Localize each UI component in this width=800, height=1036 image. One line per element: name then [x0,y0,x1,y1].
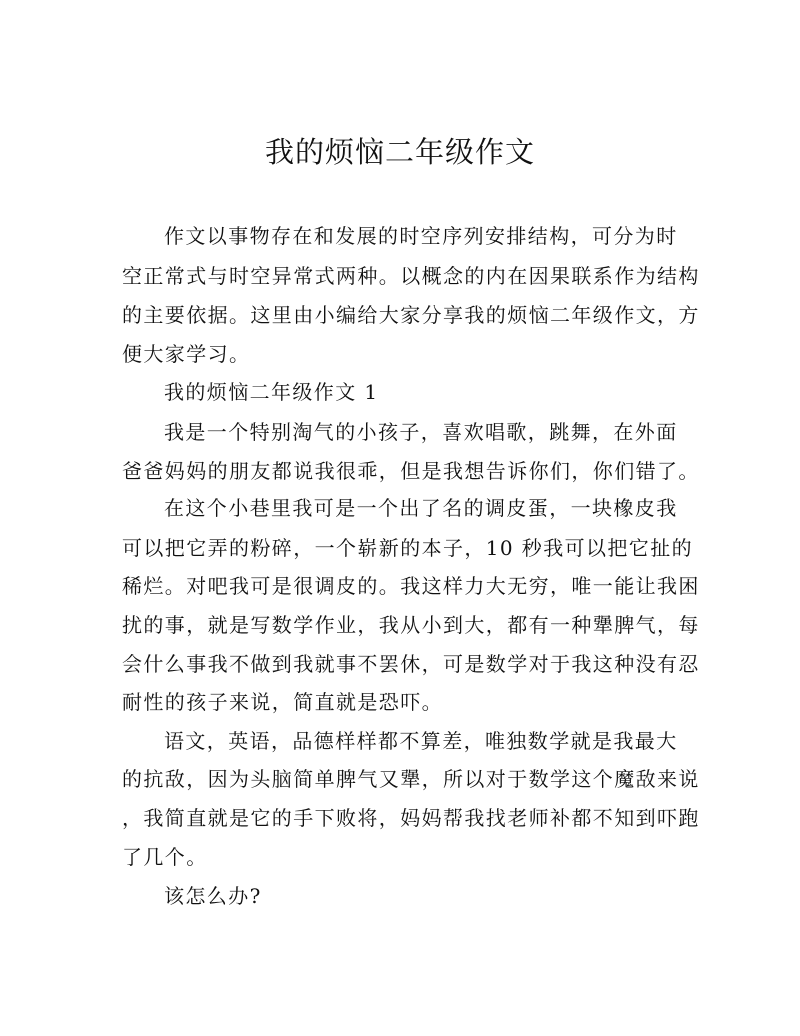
paragraph-line: 的抗敌，因为头脑简单脾气又犟，所以对于数学这个魔敌来说 [122,767,700,791]
paragraph-line: ，我简直就是它的手下败将，妈妈帮我找老师补都不知到吓跑 [122,806,700,830]
paragraph-line: 该怎么办? [164,884,262,908]
paragraph-line: 扰的事，就是写数学作业，我从小到大，都有一种犟脾气，每 [122,613,700,637]
page-title: 我的烦恼二年级作文 [264,135,535,169]
paragraph-line: 的主要依据。这里由小编给大家分享我的烦恼二年级作文，方 [122,303,700,327]
paragraph-line: 在这个小巷里我可是一个出了名的调皮蛋，一块橡皮我 [164,496,678,520]
paragraph-line: 耐性的孩子来说，简直就是恐吓。 [122,690,443,714]
paragraph-line: 我是一个特别淘气的小孩子，喜欢唱歌，跳舞，在外面 [164,420,678,444]
paragraph-line: 稀烂。对吧我可是很调皮的。我这样力大无穷，唯一能让我困 [122,574,700,598]
paragraph-line: 语文，英语，品德样样都不算差，唯独数学就是我最大 [164,729,678,753]
paragraph-line: 会什么事我不做到我就事不罢休，可是数学对于我这种没有忍 [122,652,700,676]
paragraph-line: 作文以事物存在和发展的时空序列安排结构，可分为时 [164,224,678,248]
paragraph-line: 便大家学习。 [122,342,251,366]
paragraph-line: 爸爸妈妈的朋友都说我很乖，但是我想告诉你们，你们错了。 [122,459,700,483]
paragraph-line: 了几个。 [122,845,208,869]
paragraph-line: 空正常式与时空异常式两种。以概念的内在因果联系作为结构 [122,264,700,288]
paragraph-line: 可以把它弄的粉碎，一个崭新的本子，10 秒我可以把它扯的 [122,536,694,560]
section-heading: 我的烦恼二年级作文 1 [164,380,379,404]
